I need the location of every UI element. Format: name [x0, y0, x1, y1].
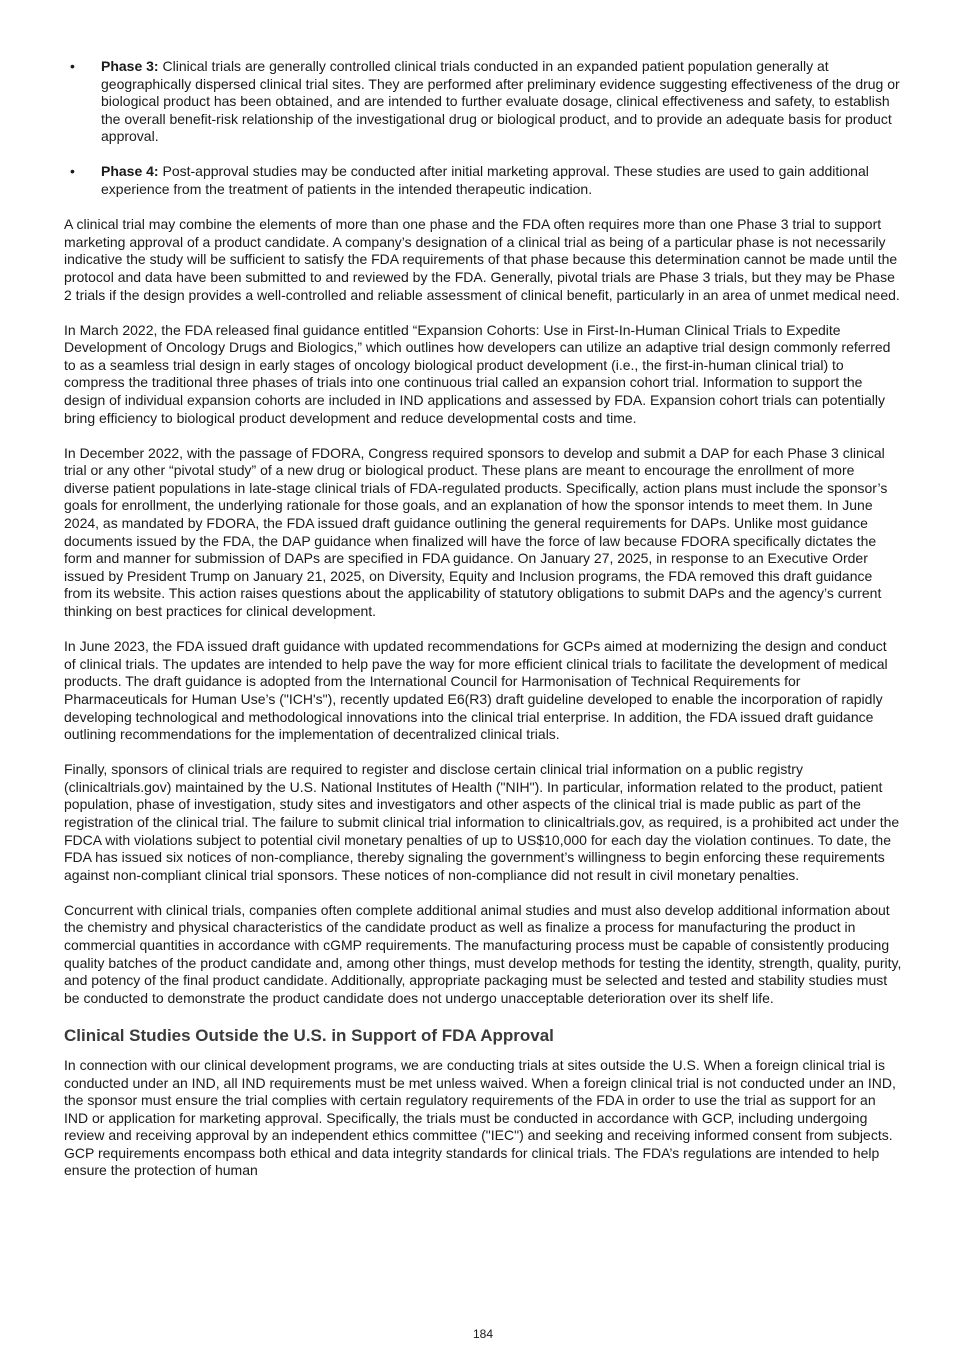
- paragraph-cmc-manufacturing: Concurrent with clinical trials, companies often complete additional animal studies and must also develop additional information about the chemistry and physical characteristics of the candidate product as well as finalize a process for manufacturing the product in commercial quantities in accordance with cGMP requirements. The manufacturing process must be capable of consistently producing quality batches of the product candidate and, among other things, must develop methods for testing the identity, strength, quality, purity, and potency of the final product candidate. Additionally, appropriate packaging must be selected and tested and stability studies must be conducted to demonstrate the product candidate does not undergo unacceptable deterioration over its shelf life.: [64, 901, 902, 1006]
- paragraph-foreign-trials: In connection with our clinical development programs, we are conducting trials at sites outside the U.S. When a foreign clinical trial is conducted under an IND, all IND requirements must be met unless waived. When a foreign clinical trial is not conducted under an IND, the sponsor must ensure the trial complies with certain regulatory requirements of the FDA in order to use the trial as support for an IND or application for marketing approval. Specifically, the trials must be conducted in accordance with GCP, including undergoing review and receiving approval by an independent ethics committee ("IEC") and seeking and receiving informed consent from subjects. GCP requirements encompass both ethical and data integrity standards for clinical trials. The FDA’s regulations are intended to help ensure the protection of human: [64, 1056, 896, 1179]
- bullet-text: Post-approval studies may be conducted after initial marketing approval. These studies are used to gain additional experience from the treatment of patients in the intended therapeutic indication.: [101, 163, 869, 198]
- bullet-label: Phase 3:: [101, 58, 159, 74]
- bullet-phase-4: [64, 163, 902, 198]
- paragraph-phase-combination: A clinical trial may combine the elements of more than one phase and the FDA often requires more than one Phase 3 trial to support marketing approval of a product candidate. A company’s designation of a clinical trial as being of a particular phase is not necessarily indicative the study will be sufficient to satisfy the FDA requirements of that phase because this determination cannot be made until the protocol and data have been submitted to and reviewed by the FDA. Generally, pivotal trials are Phase 3 trials, but they may be Phase 2 trials if the design provides a well-controlled and reliable assessment of clinical benefit, particularly in an area of unmet medical need.: [64, 216, 900, 303]
- bullet-text: Clinical trials are generally controlled clinical trials conducted in an expanded patient population generally at geographically dispersed clinical trial sites. They are performed after preliminary evidence suggesting effectiveness of the drug or biological product has been obtained, and are intended to further evaluate dosage, clinical effectiveness and safety, to establish the overall benefit-risk relationship of the investigational drug or biological product, and to provide an adequate basis for product approval.: [101, 58, 900, 145]
- phase-bullet-list: [64, 58, 902, 199]
- section-heading: Clinical Studies Outside the U.S. in Support of FDA Approval: [64, 1025, 554, 1045]
- bullet-phase-3: [64, 58, 902, 146]
- paragraph-clinicaltrials-registry: Finally, sponsors of clinical trials are required to register and disclose certain clinical trial information on a public registry (clinicaltrials.gov) maintained by the U.S. National Institutes of Health ("NIH"). In particular, information related to the product, patient population, phase of investigation, study sites and investigators and other aspects of the clinical trial is made public as part of the registration of the clinical trial. The failure to submit clinical trial information to clinicaltrials.gov, as required, is a prohibited act under the FDCA with violations subject to potential civil monetary penalties of up to US$10,000 for each day the violation continues. To date, the FDA has issued six notices of non-compliance, thereby signaling the government’s willingness to begin enforcing these requirements against non-compliant clinical trial sponsors. These notices of non-compliance did not result in civil monetary penalties.: [64, 761, 900, 883]
- page-number: 184: [472, 1327, 494, 1341]
- paragraph-fdora-dap: In December 2022, with the passage of FDORA, Congress required sponsors to develop and submit a DAP for each Phase 3 clinical trial or any other “pivotal study” of a new drug or biological product. These plans are meant to encourage the enrollment of more diverse patient populations in late-stage clinical trials of FDA-regulated products. Specifically, action plans must include the sponsor’s goals for enrollment, the underlying rationale for those goals, and an explanation of how the sponsor intends to meet them. In June 2024, as mandated by FDORA, the FDA issued draft guidance outlining the general requirements for DAPs. Unlike most guidance documents issued by the FDA, the DAP guidance when finalized will have the force of law because FDORA specifically dictates the form and manner for submission of DAPs are specified in FDA guidance. On January 27, 2025, in response to an Executive Order issued by President Trump on January 21, 2025, on Diversity, Equity and Inclusion programs, the FDA removed this draft guidance from its website. This action raises questions about the applicability of statutory obligations to submit DAPs and the agency’s current thinking on best practices for clinical development.: [64, 444, 888, 620]
- paragraph-gcp-guidance: In June 2023, the FDA issued draft guidance with updated recommendations for GCPs aimed at modernizing the design and conduct of clinical trials. The updates are intended to help pave the way for more efficient clinical trials to facilitate the development of medical products. The draft guidance is adopted from the International Council for Harmonisation of Technical Requirements for Pharmaceuticals for Human Use’s ("ICH's"), recently updated E6(R3) draft guideline developed to enable the incorporation of rapidly developing technological and methodological innovations into the clinical trial enterprise. In addition, the FDA issued draft guidance outlining recommendations for the implementation of decentralized clinical trials.: [64, 638, 888, 743]
- document-body: [64, 58, 902, 1198]
- paragraph-expansion-cohorts: In March 2022, the FDA released final guidance entitled “Expansion Cohorts: Use in First-In-Human Clinical Trials to Expedite Development of Oncology Drugs and Biologics,” which outlines how developers can utilize an adaptive trial design commonly referred to as a seamless trial design in early stages of oncology biological product development (i.e., the first-in-human clinical trial) to compress the traditional three phases of trials into one continuous trial called an expansion cohort trial. Information to support the design of individual expansion cohorts are included in IND applications and assessed by FDA. Expansion cohort trials can potentially bring efficiency to biological product development and reduce developmental costs and time.: [64, 321, 891, 426]
- bullet-label: Phase 4:: [101, 163, 159, 180]
